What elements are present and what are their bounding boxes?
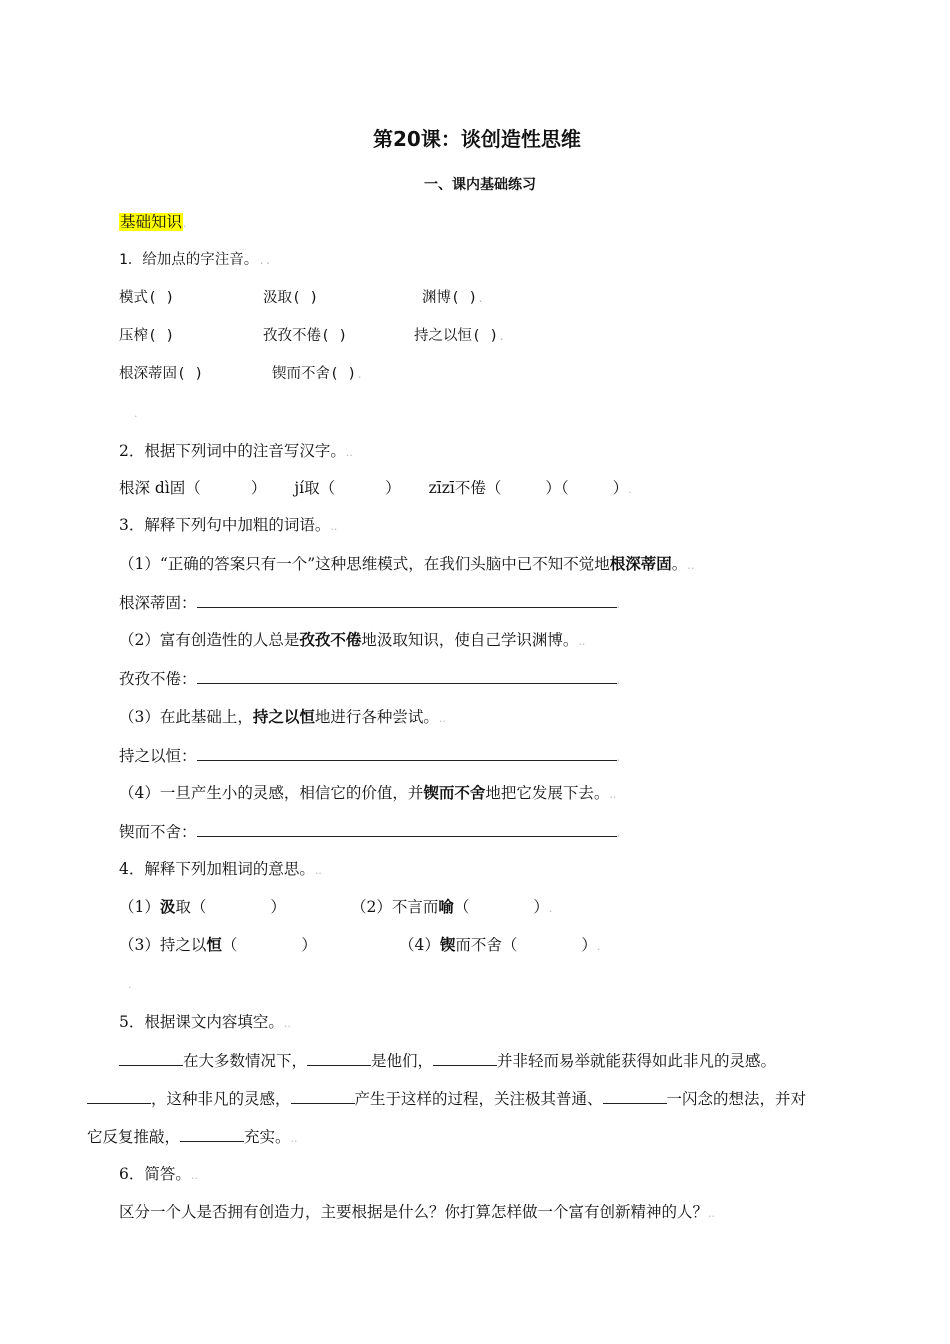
q3-sentence-1: （1）“正确的答案只有一个”这种思维模式，在我们头脑中已不知不觉地根深蒂固。.. [119, 555, 695, 573]
section-label: 基础知识. [120, 213, 187, 231]
paragraph-mark: . [128, 978, 132, 991]
q4-prompt: 4．解释下列加粗词的意思。.. [119, 860, 322, 878]
answer-blank[interactable] [197, 668, 617, 684]
q5-prompt: 5．根据课文内容填空。.. [119, 1013, 291, 1031]
q6-prompt: 6．简答。.. [119, 1165, 198, 1183]
fill-blank[interactable] [87, 1088, 151, 1104]
q1-item: 模式( ) [119, 290, 175, 306]
q5-line-1: 在大多数情况下， 是他们， 并非轻而易举就能获得如此非凡的灵感。 [119, 1050, 776, 1071]
q1-item: 渊博( ). [422, 290, 484, 306]
fill-blank[interactable] [119, 1050, 183, 1066]
q4-item-1: （1）汲取（ ） [119, 898, 286, 916]
q3-answer-3: 持之以恒： . [119, 747, 621, 765]
q1-item: 孜孜不倦( ) [263, 328, 348, 344]
q1-item: 持之以恒( ). [414, 328, 505, 344]
q1-item: 汲取( ) [263, 290, 319, 306]
answer-blank[interactable] [197, 592, 617, 608]
q3-sentence-3: （3）在此基础上，持之以恒地进行各种尝试。.. [119, 708, 446, 726]
q3-answer-1: 根深蒂固： . [119, 594, 621, 612]
q5-line-2: ，这种非凡的灵感， 产生于这样的过程，关注极其普通、 一闪念的想法，并对 [87, 1088, 806, 1109]
q3-answer-2: 孜孜不倦： . [119, 670, 621, 688]
q1-item: 根深蒂固( ) [119, 366, 204, 382]
section-subtitle: 一、课内基础练习 [424, 177, 536, 193]
q3-prompt: 3．解释下列句中加粗的词语。.. [119, 516, 338, 534]
answer-blank[interactable] [197, 745, 617, 761]
q1-prompt: 1．给加点的字注音。.. [119, 252, 272, 268]
answer-blank[interactable] [197, 821, 617, 837]
q3-sentence-2: （2）富有创造性的人总是孜孜不倦地汲取知识，使自己学识渊博。.. [119, 631, 586, 649]
fill-blank[interactable] [307, 1050, 371, 1066]
q2-prompt: 2．根据下列词中的注音写汉字。.. [119, 442, 353, 460]
fill-blank[interactable] [433, 1050, 497, 1066]
q5-line-3: 它反复推敲， 充实。.. [87, 1128, 298, 1146]
q1-item: 锲而不舍( ). [272, 366, 363, 382]
q1-item: 压榨( ) [119, 328, 175, 344]
q3-answer-4: 锲而不舍： . [119, 823, 621, 841]
q2-items: 根深 dì固（ ） jí取（ ） zīzī不倦（ ）（ ）. [119, 479, 632, 497]
q4-item-4: （4）锲而不舍（ ）. [399, 936, 601, 954]
fill-blank[interactable] [180, 1126, 244, 1142]
page-title: 第20课：谈创造性思维 [373, 127, 581, 151]
fill-blank[interactable] [291, 1088, 355, 1104]
q4-item-3: （3）持之以恒（ ） [119, 936, 317, 954]
paragraph-mark: . [134, 407, 138, 420]
fill-blank[interactable] [603, 1088, 667, 1104]
q4-item-2: （2）不言而喻（ ）. [351, 898, 553, 916]
q3-sentence-4: （4）一旦产生小的灵感，相信它的价值，并锲而不舍地把它发展下去。.. [119, 784, 617, 802]
q6-question: 区分一个人是否拥有创造力，主要根据是什么？你打算怎样做一个富有创新精神的人？.. [119, 1203, 716, 1221]
